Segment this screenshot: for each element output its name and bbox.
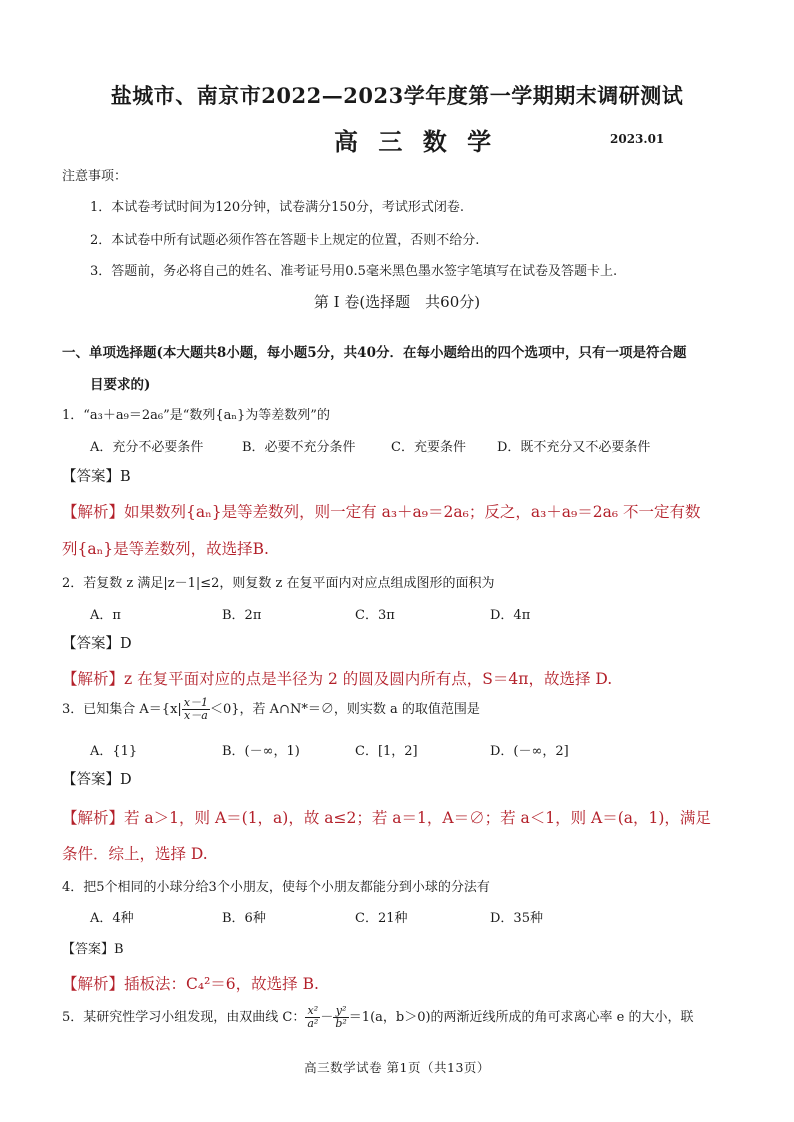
fraction-denominator: a² — [307, 1017, 319, 1030]
section-heading: 一、单项选择题(本大题共8小题，每小题5分，共40分．在每小题给出的四个选项中，只有一项是符合题 — [62, 345, 687, 361]
notice-item: 2．本试卷中所有试题必须作答在答题卡上规定的位置，否则不给分. — [90, 233, 480, 248]
option-d: D．既不充分又不必要条件 — [497, 440, 651, 455]
question-stem-cont: ＜0}，若 A∩N*＝∅，则实数 a 的取值范围是 — [209, 702, 480, 717]
fraction — [182, 697, 210, 722]
question-3 — [62, 697, 480, 722]
answer: 【答案】D — [62, 636, 132, 652]
fraction-numerator: y² — [333, 1005, 348, 1018]
fraction-numerator: x² — [305, 1005, 320, 1018]
explanation: 【解析】插板法：C₄²＝6，故选择 B. — [62, 975, 319, 993]
option-a: A．4种 — [90, 911, 134, 926]
volume-title: 第 I 卷(选择题 共60分) — [313, 293, 481, 311]
question-number: 1． — [62, 408, 84, 423]
fraction — [333, 1005, 348, 1030]
explanation: 【解析】若 a＞1，则 A＝(1，a)，故 a≤2；若 a＝1，A＝∅；若 a＜1，则 A＝(a，1)，满足 — [62, 809, 711, 827]
option-b: B．必要不充分条件 — [242, 440, 356, 455]
option-c: C．21种 — [355, 911, 408, 926]
question-5: 5．某研究性学习小组发现，由双曲线 C： $\frac{\text{x²}}{\text{a²}}$ － $\frac{\text{y²}}{\text{b²}}$ ＝1(a，b＞0)的两渐近线所成的角可求离心率 e 的大小，联 — [62, 1004, 694, 1030]
explanation: 【解析】如果数列{aₙ}是等差数列，则一定有 a₃＋a₉＝2a₆；反之，a₃＋a₉＝2a₆ 不一定有数 — [62, 503, 701, 521]
notice-item: 1．本试卷考试时间为120分钟，试卷满分150分，考试形式闭卷. — [90, 200, 465, 215]
answer: 【答案】B — [62, 942, 124, 957]
subject-title: 高 三 数 学 — [334, 127, 498, 156]
fraction-numerator: x－1 — [183, 696, 208, 709]
exam-title: 盐城市、南京市2022—2023学年度第一学期期末调研测试 — [110, 83, 684, 108]
option-d: D．(－∞，2] — [490, 744, 569, 759]
section-heading-cont: 目要求的) — [90, 377, 151, 393]
page-footer: 高三数学试卷 第1页（共13页） — [304, 1060, 490, 1075]
option-a: A．{1} — [90, 744, 138, 759]
fraction — [305, 1005, 320, 1030]
option-c: C．3π — [355, 608, 395, 623]
answer: 【答案】D — [62, 772, 132, 788]
notice-heading: 注意事项： — [62, 169, 128, 184]
explanation: 【解析】z 在复平面对应的点是半径为 2 的圆及圆内所有点，S＝4π，故选择 D. — [62, 670, 613, 688]
question-4: 4．把5个相同的小球分给3个小朋友，使每个小朋友都能分到小球的分法有 — [62, 880, 490, 895]
option-d: D．35种 — [490, 911, 543, 926]
option-a: A．π — [90, 608, 121, 623]
option-b: B．2π — [222, 608, 262, 623]
option-d: D．4π — [490, 608, 531, 623]
option-b: B．(－∞，1) — [222, 744, 300, 759]
question-2: 2．若复数 z 满足|z－1|≤2，则复数 z 在复平面内对应点组成图形的面积为 — [62, 576, 495, 591]
question-stem: “a₃＋a₉＝2a₆”是“数列{aₙ}为等差数列”的 — [83, 408, 330, 423]
option-c: C．充要条件 — [391, 440, 466, 455]
question-stem: 5．某研究性学习小组发现，由双曲线 C： — [62, 1010, 306, 1025]
question-1 — [62, 404, 330, 423]
option-c: C．[1，2] — [355, 744, 418, 759]
notice-item: 3．答题前，务必将自己的姓名、准考证号用0.5毫米黑色墨水签字笔填写在试卷及答题卡上. — [90, 264, 618, 279]
answer: 【答案】B — [62, 469, 131, 485]
fraction-denominator: b² — [335, 1017, 347, 1030]
exam-date: 2023.01 — [610, 132, 665, 146]
option-b: B．6种 — [222, 911, 266, 926]
option-a: A．充分不必要条件 — [90, 440, 204, 455]
explanation-cont: 条件．综上，选择 D. — [62, 845, 208, 863]
question-stem: 3．已知集合 A＝{x| — [62, 702, 182, 717]
fraction-denominator: x－a — [184, 709, 208, 722]
explanation-cont: 列{aₙ}是等差数列，故选择B. — [62, 540, 269, 558]
question-stem-cont: ＝1(a，b＞0)的两渐近线所成的角可求离心率 e 的大小，联 — [348, 1010, 694, 1025]
